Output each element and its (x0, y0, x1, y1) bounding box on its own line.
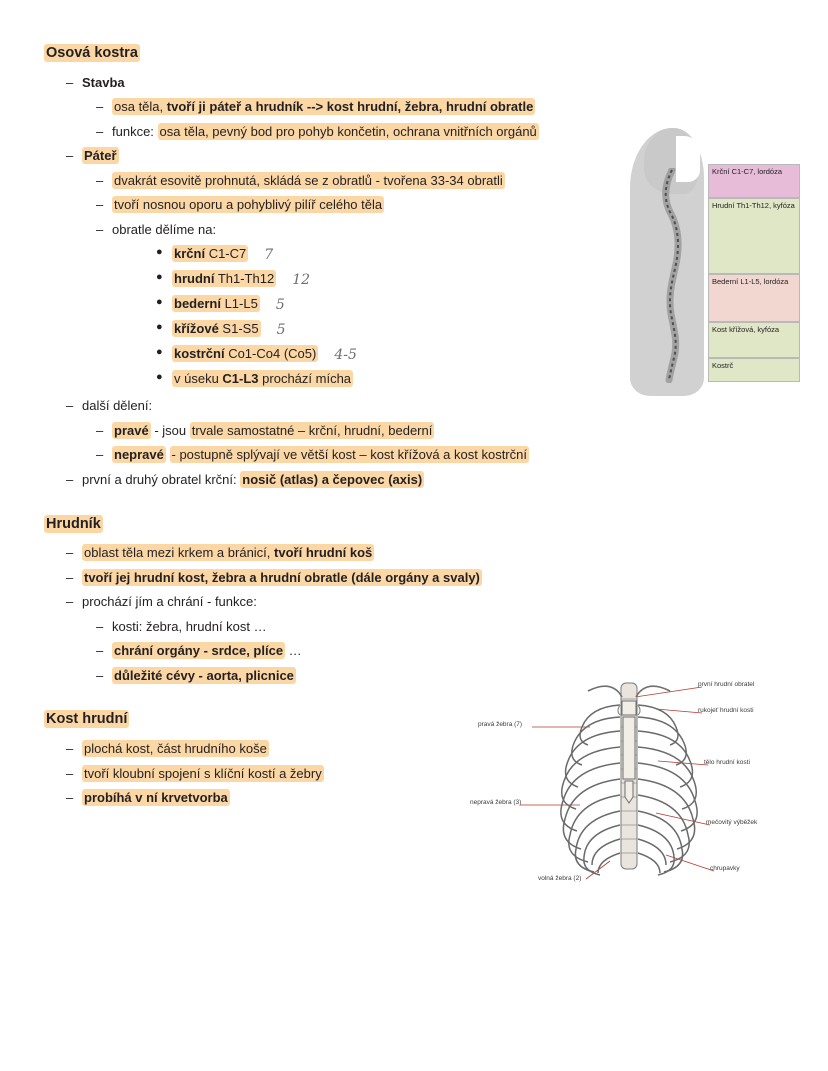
list-item (96, 642, 604, 660)
bullet-icon: ● (156, 345, 163, 358)
list-item (96, 123, 604, 141)
dash-marker: – (66, 148, 74, 164)
list-item (66, 593, 604, 611)
dash-marker: – (96, 643, 104, 659)
dash-marker: – (96, 221, 104, 237)
list-item-label: plochá kost, část hrudního koše (84, 740, 267, 756)
section-heading-osova-kostra (44, 44, 604, 64)
list-item-label: pravé - jsou trvale samostatné – krční, hrudní, bederní (114, 422, 433, 438)
dash-marker: – (96, 447, 104, 463)
band-label: Kostrč (712, 361, 734, 370)
list-item-label: kosti: žebra, hrudní kost … (112, 618, 267, 634)
list-item (156, 370, 604, 388)
dash-marker: – (66, 472, 74, 488)
list-item-label: obratle dělíme na: (112, 221, 217, 237)
list-item-label: prochází jím a chrání - funkce: (82, 594, 257, 610)
list-item-label: bederní L1-L5 (174, 296, 258, 312)
spine-band-lumbar (708, 274, 800, 322)
list-item-label: další dělení: (82, 398, 153, 414)
list-item (66, 147, 604, 165)
heading-text: Osová kostra (46, 45, 138, 61)
dash-marker: – (66, 740, 74, 756)
list-item (66, 471, 604, 489)
list-item-label: probíhá v ní krvetvorba (84, 790, 228, 806)
list-item-label: krční C1-C7 (174, 246, 247, 262)
band-label: Krční C1-C7, lordóza (712, 167, 783, 176)
dash-marker: – (66, 765, 74, 781)
ribcage-illustration-icon (470, 665, 800, 900)
dash-marker: – (96, 667, 104, 683)
spine-band-sacrum (708, 322, 800, 358)
pencil-annotation: 7 (264, 247, 274, 264)
dash-marker: – (96, 172, 104, 188)
spine-band-cervical (708, 164, 800, 198)
list-item-label: důležité cévy - aorta, plicnice (114, 667, 294, 683)
list-item-label: tvoří kloubní spojení s klíční kostí a žebry (84, 765, 322, 781)
band-label: Hrudní Th1-Th12, kyfóza (712, 201, 795, 210)
spine-band-coccyx (708, 358, 800, 382)
pencil-annotation: 5 (275, 297, 285, 314)
list-item (96, 618, 604, 636)
bullet-icon: ● (156, 370, 163, 383)
list-item-label: první a druhý obratel krční: nosič (atlas) a čepovec (axis) (82, 472, 423, 488)
list-item-label: Stavba (82, 74, 125, 90)
band-label: Bederní L1-L5, lordóza (712, 277, 789, 286)
spine-curve-icon (658, 168, 688, 383)
ribs-label-false-ribs: nepravá žebra (3) (470, 799, 522, 806)
dash-marker: – (96, 123, 104, 139)
list-item (96, 196, 604, 214)
list-item (156, 345, 604, 365)
ribs-label-manubrium: rukojeť hrudní kosti (698, 707, 754, 714)
list-item-label: tvoří nosnou oporu a pohyblivý pilíř celého těla (114, 197, 383, 213)
list-item-label: kostrční Co1-Co4 (Co5) (174, 345, 317, 361)
list-item (66, 74, 604, 92)
ribs-label-floating-ribs: volná žebra (2) (538, 875, 582, 882)
ribs-label-first-thoracic-vertebra: první hrudní obratel (698, 681, 755, 688)
ribcage-figure (470, 665, 800, 900)
bullet-icon: ● (156, 296, 163, 309)
dash-marker: – (96, 618, 104, 634)
heading-text: Hrudník (46, 515, 101, 532)
list-item-label: hrudní Th1-Th12 (174, 271, 275, 287)
bullet-icon: ● (156, 271, 163, 284)
dash-marker: – (66, 545, 74, 561)
list-item (96, 221, 604, 239)
list-item-label: oblast těla mezi krkem a bránicí, tvoří hrudní koš (84, 545, 373, 561)
ribs-label-true-ribs: pravá žebra (7) (478, 721, 523, 728)
list-item-label: v úseku C1-L3 prochází mícha (174, 370, 352, 386)
vertebral-column (658, 168, 684, 378)
pencil-annotation: 4-5 (334, 346, 357, 363)
heading-text: Kost hrudní (46, 711, 128, 728)
list-item (156, 295, 604, 315)
list-item-label: chrání orgány - srdce, plíce … (114, 643, 302, 659)
list-item (66, 397, 604, 415)
dash-marker: – (66, 790, 74, 806)
ribs-label-sternum-body: tělo hrudní kosti (704, 759, 750, 766)
list-item-label: křížové S1-S5 (174, 321, 259, 337)
dash-marker: – (96, 197, 104, 213)
dash-marker: – (66, 569, 74, 585)
pencil-annotation: 12 (292, 272, 311, 289)
list-item (66, 544, 604, 562)
list-item (156, 320, 604, 340)
ribs-label-xiphoid-process: mečovitý výběžek (706, 819, 758, 826)
spine-band-thoracic (708, 198, 800, 274)
dash-marker: – (66, 398, 74, 414)
body-silhouette (624, 128, 714, 398)
list-item-label: funkce: osa těla, pevný bod pro pohyb končetin, ochrana vnitřních orgánů (112, 123, 537, 139)
list-item (66, 569, 604, 587)
ribs-label-cartilage: chrupavky (710, 865, 740, 872)
spine-figure (624, 128, 800, 398)
list-item (96, 98, 604, 116)
list-item (156, 245, 604, 265)
list-item-label: tvoří jej hrudní kost, žebra a hrudní obratle (dále orgány a svaly) (84, 569, 480, 585)
list-item (96, 446, 604, 464)
band-label: Kost křížová, kyfóza (712, 325, 780, 334)
dash-marker: – (96, 422, 104, 438)
dash-marker: – (96, 99, 104, 115)
list-item-label: dvakrát esovitě prohnutá, skládá se z obratlů - tvořena 33-34 obratli (114, 172, 503, 188)
pencil-annotation: 5 (276, 322, 286, 339)
list-item (156, 270, 604, 290)
list-item-label: nepravé - postupně splývají ve větší kost – kost křížová a kost kostrční (114, 447, 527, 463)
dash-marker: – (66, 74, 74, 90)
list-item-label: osa těla, tvoří ji páteř a hrudník --> kost hrudní, žebra, hrudní obratle (114, 99, 534, 115)
bullet-icon: ● (156, 321, 163, 334)
list-item (96, 422, 604, 440)
dash-marker: – (66, 594, 74, 610)
bullet-icon: ● (156, 246, 163, 259)
section-heading-hrudnik (44, 515, 604, 535)
list-item (96, 172, 604, 190)
list-item-label: Páteř (84, 148, 117, 164)
